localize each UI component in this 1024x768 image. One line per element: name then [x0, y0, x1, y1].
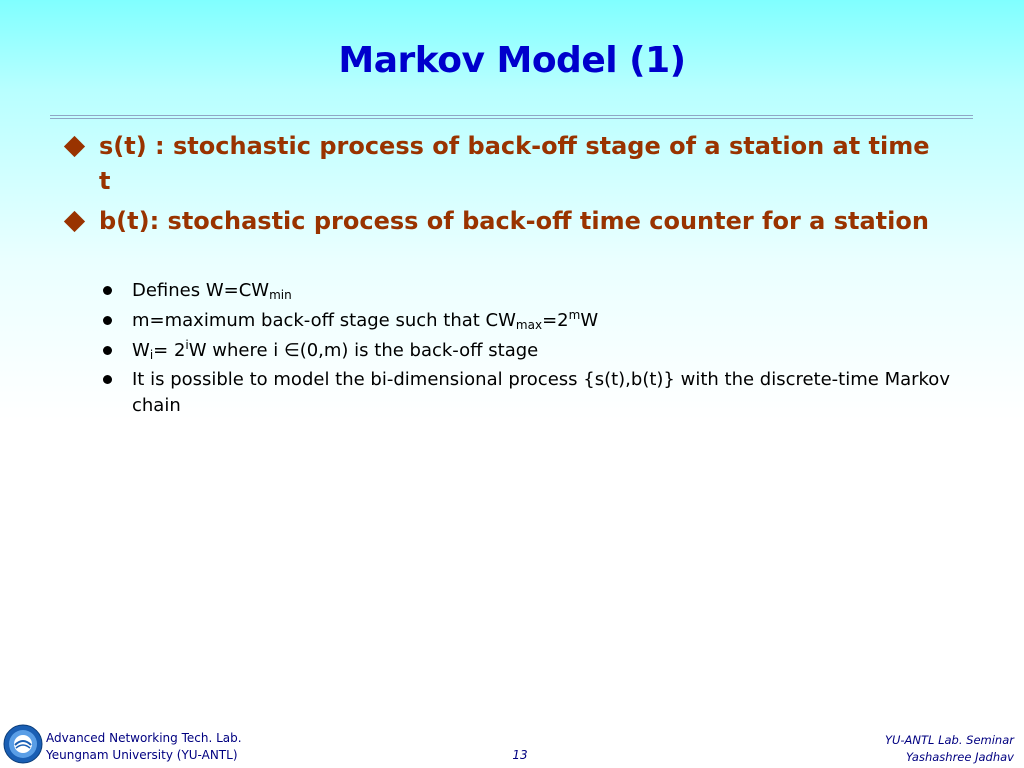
subscript-i: i	[149, 348, 154, 362]
diamond-bullet-icon	[64, 136, 85, 157]
superscript-i: i	[185, 338, 189, 352]
university-logo-icon	[3, 724, 43, 764]
footer-lab-info	[46, 730, 242, 764]
subbullet-3-text-a: W	[132, 340, 150, 361]
subbullet-2-text-b: =2	[542, 310, 569, 331]
page-number: 13	[512, 748, 528, 762]
subbullet-3-text-b: = 2	[153, 340, 186, 361]
subbullet-3-text-c: W where i ∈(0,m) is the back-off stage	[188, 340, 539, 361]
superscript-m: m	[568, 308, 581, 322]
subbullet-2-text-a: m=maximum back-off stage such that CW	[132, 310, 516, 331]
subbullet-2-text-c: W	[580, 310, 599, 331]
diamond-bullet-icon	[64, 211, 85, 232]
subscript-max: max	[515, 318, 543, 332]
footer-university: Yeungnam University (YU-ANTL)	[46, 748, 238, 762]
round-bullet-icon	[103, 346, 112, 355]
subbullet-3	[132, 338, 992, 364]
footer-presenter: Yashashree Jadhav	[905, 750, 1014, 764]
round-bullet-icon	[103, 375, 112, 384]
footer-seminar-info	[885, 732, 1014, 766]
subbullet-2	[132, 308, 992, 334]
round-bullet-icon	[103, 316, 112, 325]
footer-seminar: YU-ANTL Lab. Seminar	[884, 733, 1014, 747]
bullet-2: b(t): stochastic process of back-off time counter for a station	[99, 207, 929, 235]
subbullet-1-text: Defines W=CW	[132, 280, 270, 301]
subbullet-1	[132, 278, 992, 304]
subbullet-4: It is possible to model the bi-dimensional process {s(t),b(t)} with the discrete-time Markov chain	[132, 369, 950, 416]
slide-title: Markov Model (1)	[338, 40, 686, 81]
round-bullet-icon	[103, 286, 112, 295]
bullet-1: s(t) : stochastic process of back-off stage of a station at time t	[99, 132, 930, 195]
footer-lab-name: Advanced Networking Tech. Lab.	[46, 731, 242, 745]
subscript-min: min	[269, 288, 292, 302]
